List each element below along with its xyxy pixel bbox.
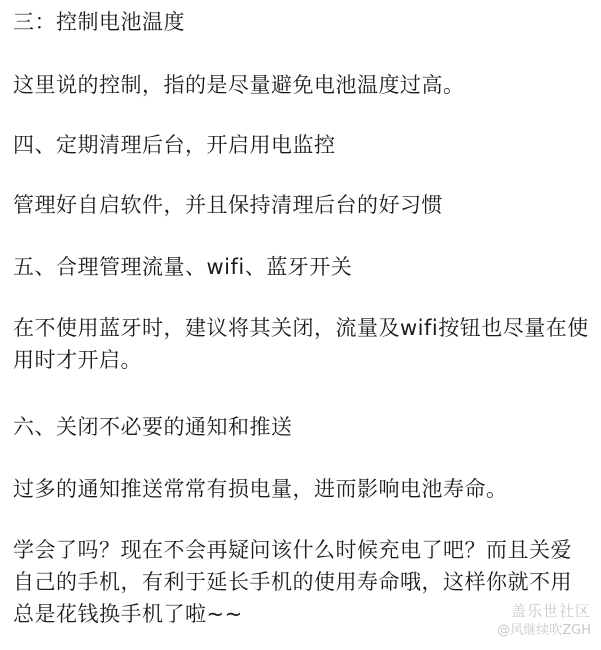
paragraph-notification-drain: 过多的通知推送常常有损电量，进而影响电池寿命。 [13,477,508,501]
paragraph-temperature-explanation: 这里说的控制，指的是尽量避免电池温度过高。 [13,73,465,97]
watermark-site-name: 盖乐世社区 [510,602,591,620]
paragraph-conclusion: 学会了吗？现在不会再疑问该什么时候充电了吧？而且关爱自己的手机，有利于延长手机的使用寿命哦，这样你就不用总是花钱换手机了啦~~ [13,538,572,626]
heading-manage-data-wifi-bluetooth: 五、合理管理流量、wifi、蓝牙开关 [13,255,353,279]
heading-clean-background: 四、定期清理后台，开启用电监控 [13,133,336,157]
heading-disable-notifications: 六、关闭不必要的通知和推送 [13,415,293,439]
heading-control-battery-temperature: 三：控制电池温度 [13,10,185,34]
watermark-author: @风继续吹ZGH [497,623,591,638]
paragraph-autostart-management: 管理好自启软件，并且保持清理后台的好习惯 [13,193,443,217]
paragraph-bluetooth-wifi-advice: 在不使用蓝牙时，建议将其关闭，流量及wifi按钮也尽量在使用时才开启。 [13,316,589,372]
